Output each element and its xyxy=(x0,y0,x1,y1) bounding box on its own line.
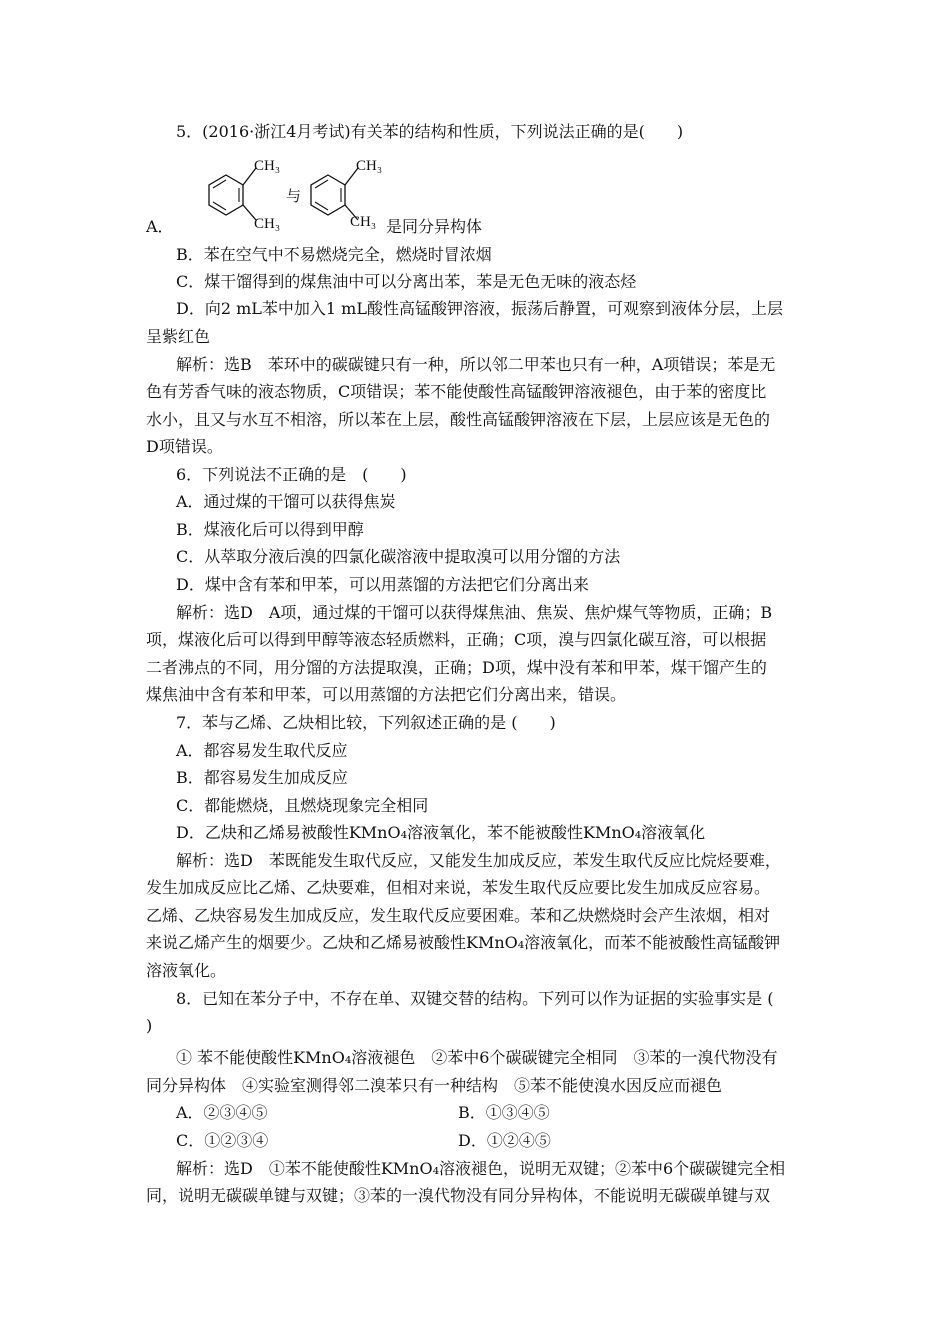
q8-stem: 8．已知在苯分子中，不存在单、双键交替的结构。下列可以作为证据的实验事实是 ( xyxy=(176,989,774,1008)
q8-analysis-line: 同，说明无碳碳单键与双键；③苯的一溴代物没有同分异构体，不能说明无碳碳单键与双 xyxy=(146,1186,771,1205)
q7-stem: 7．苯与乙烯、乙炔相比较，下列叙述正确的是 ( ) xyxy=(176,713,556,732)
ch3-label: CH₃ xyxy=(254,216,281,232)
q6-option-d: D．煤中含有苯和甲苯，可以用蒸馏的方法把它们分离出来 xyxy=(176,575,589,594)
ch3-label: CH₃ xyxy=(350,214,377,230)
q5-analysis-line: 水小，且又与水互不相溶，所以苯在上层，酸性高锰酸钾溶液在下层，上层应该是无色的 xyxy=(146,410,771,429)
q8-analysis-line: 解析：选D ①苯不能使酸性KMnO₄溶液褪色，说明无双键；②苯中6个碳碳键完全相 xyxy=(176,1159,786,1178)
q7-option-d: D．乙炔和乙烯易被酸性KMnO₄溶液氧化，苯不能被酸性KMnO₄溶液氧化 xyxy=(176,823,706,842)
q6-analysis-line: 二者沸点的不同，用分馏的方法提取溴，正确；D项，煤中没有苯和甲苯，煤干馏产生的 xyxy=(146,658,767,677)
q8-option-b: B．①③④⑤ xyxy=(458,1103,550,1122)
q7-analysis-line: 发生加成反应比乙烯、乙炔要难，但相对来说，苯发生取代反应要比发生加成反应容易。 xyxy=(146,878,771,897)
q6-stem: 6．下列说法不正确的是 ( ) xyxy=(176,465,407,484)
q5-option-b: B．苯在空气中不易燃烧完全，燃烧时冒浓烟 xyxy=(176,245,492,264)
q6-analysis-line: 项，煤液化后可以得到甲醇等液态轻质燃料，正确；C项，溴与四氯化碳互溶，可以根据 xyxy=(146,630,767,649)
q7-analysis-line: 来说乙烯产生的烟要少。乙炔和乙烯易被酸性KMnO₄溶液氧化，而苯不能被酸性高锰酸钾 xyxy=(146,933,781,952)
q8-facts-line: ① 苯不能使酸性KMnO₄溶液褪色 ②苯中6个碳碳键完全相同 ③苯的一溴代物没有 xyxy=(176,1048,778,1067)
q7-option-c: C．都能燃烧，且燃烧现象完全相同 xyxy=(176,796,429,815)
q5-analysis-line: 色有芳香气味的液态物质，C项错误；苯不能使酸性高锰酸钾溶液褪色，由于苯的密度比 xyxy=(146,382,767,401)
q6-analysis-line: 煤焦油中含有苯和甲苯，可以用蒸馏的方法把它们分离出来，错误。 xyxy=(146,685,627,704)
q5-option-d: D．向2 mL苯中加入1 mL酸性高锰酸钾溶液，振荡后静置，可观察到液体分层，上层 xyxy=(176,299,783,318)
q6-option-b: B．煤液化后可以得到甲醇 xyxy=(176,520,364,539)
q7-analysis-line: 解析：选D 苯既能发生取代反应，又能发生加成反应，苯发生取代反应比烷烃要难， xyxy=(176,851,781,870)
q6-option-a: A．通过煤的干馏可以获得焦炭 xyxy=(176,492,396,511)
q8-option-d: D．①②④⑤ xyxy=(458,1131,551,1150)
o-xylene-structure-1 xyxy=(196,150,286,240)
q5-analysis-line: 解析：选B 苯环中的碳碳键只有一种，所以邻二甲苯也只有一种，A项错误；苯是无 xyxy=(176,355,776,374)
q5-option-a-suffix: 是同分异构体 xyxy=(386,217,483,236)
q5-connector: 与 xyxy=(286,187,302,205)
q8-stem-cont: ) xyxy=(146,1016,153,1035)
q7-option-b: B．都容易发生加成反应 xyxy=(176,768,348,787)
q6-option-c: C．从萃取分液后溴的四氯化碳溶液中提取溴可以用分馏的方法 xyxy=(176,547,621,566)
o-xylene-structure-2 xyxy=(298,150,388,240)
q5-option-a-prefix: A． xyxy=(146,217,174,236)
q7-option-a: A．都容易发生取代反应 xyxy=(176,741,348,760)
q5-analysis-line: D项错误。 xyxy=(146,437,223,456)
q5-option-d-cont: 呈紫红色 xyxy=(146,327,211,346)
q7-analysis-line: 乙烯、乙炔容易发生加成反应，发生取代反应要困难。苯和乙炔燃烧时会产生浓烟，相对 xyxy=(146,906,771,925)
q8-option-c: C．①②③④ xyxy=(176,1131,269,1150)
q6-analysis-line: 解析：选D A项，通过煤的干馏可以获得煤焦油、焦炭、焦炉煤气等物质，正确；B xyxy=(176,603,773,622)
q8-option-a: A．②③④⑤ xyxy=(176,1103,268,1122)
ch3-label: CH₃ xyxy=(254,158,281,174)
q5-option-c: C．煤干馏得到的煤焦油中可以分离出苯，苯是无色无味的液态烃 xyxy=(176,272,637,291)
q7-analysis-line: 溶液氧化。 xyxy=(146,961,227,980)
ch3-label: CH₃ xyxy=(356,158,383,174)
q5-stem: 5．(2016·浙江4月考试)有关苯的结构和性质，下列说法正确的是( ) xyxy=(176,122,684,141)
q8-facts-line: 同分异构体 ④实验室测得邻二溴苯只有一种结构 ⑤苯不能使溴水因反应而褪色 xyxy=(146,1076,723,1095)
